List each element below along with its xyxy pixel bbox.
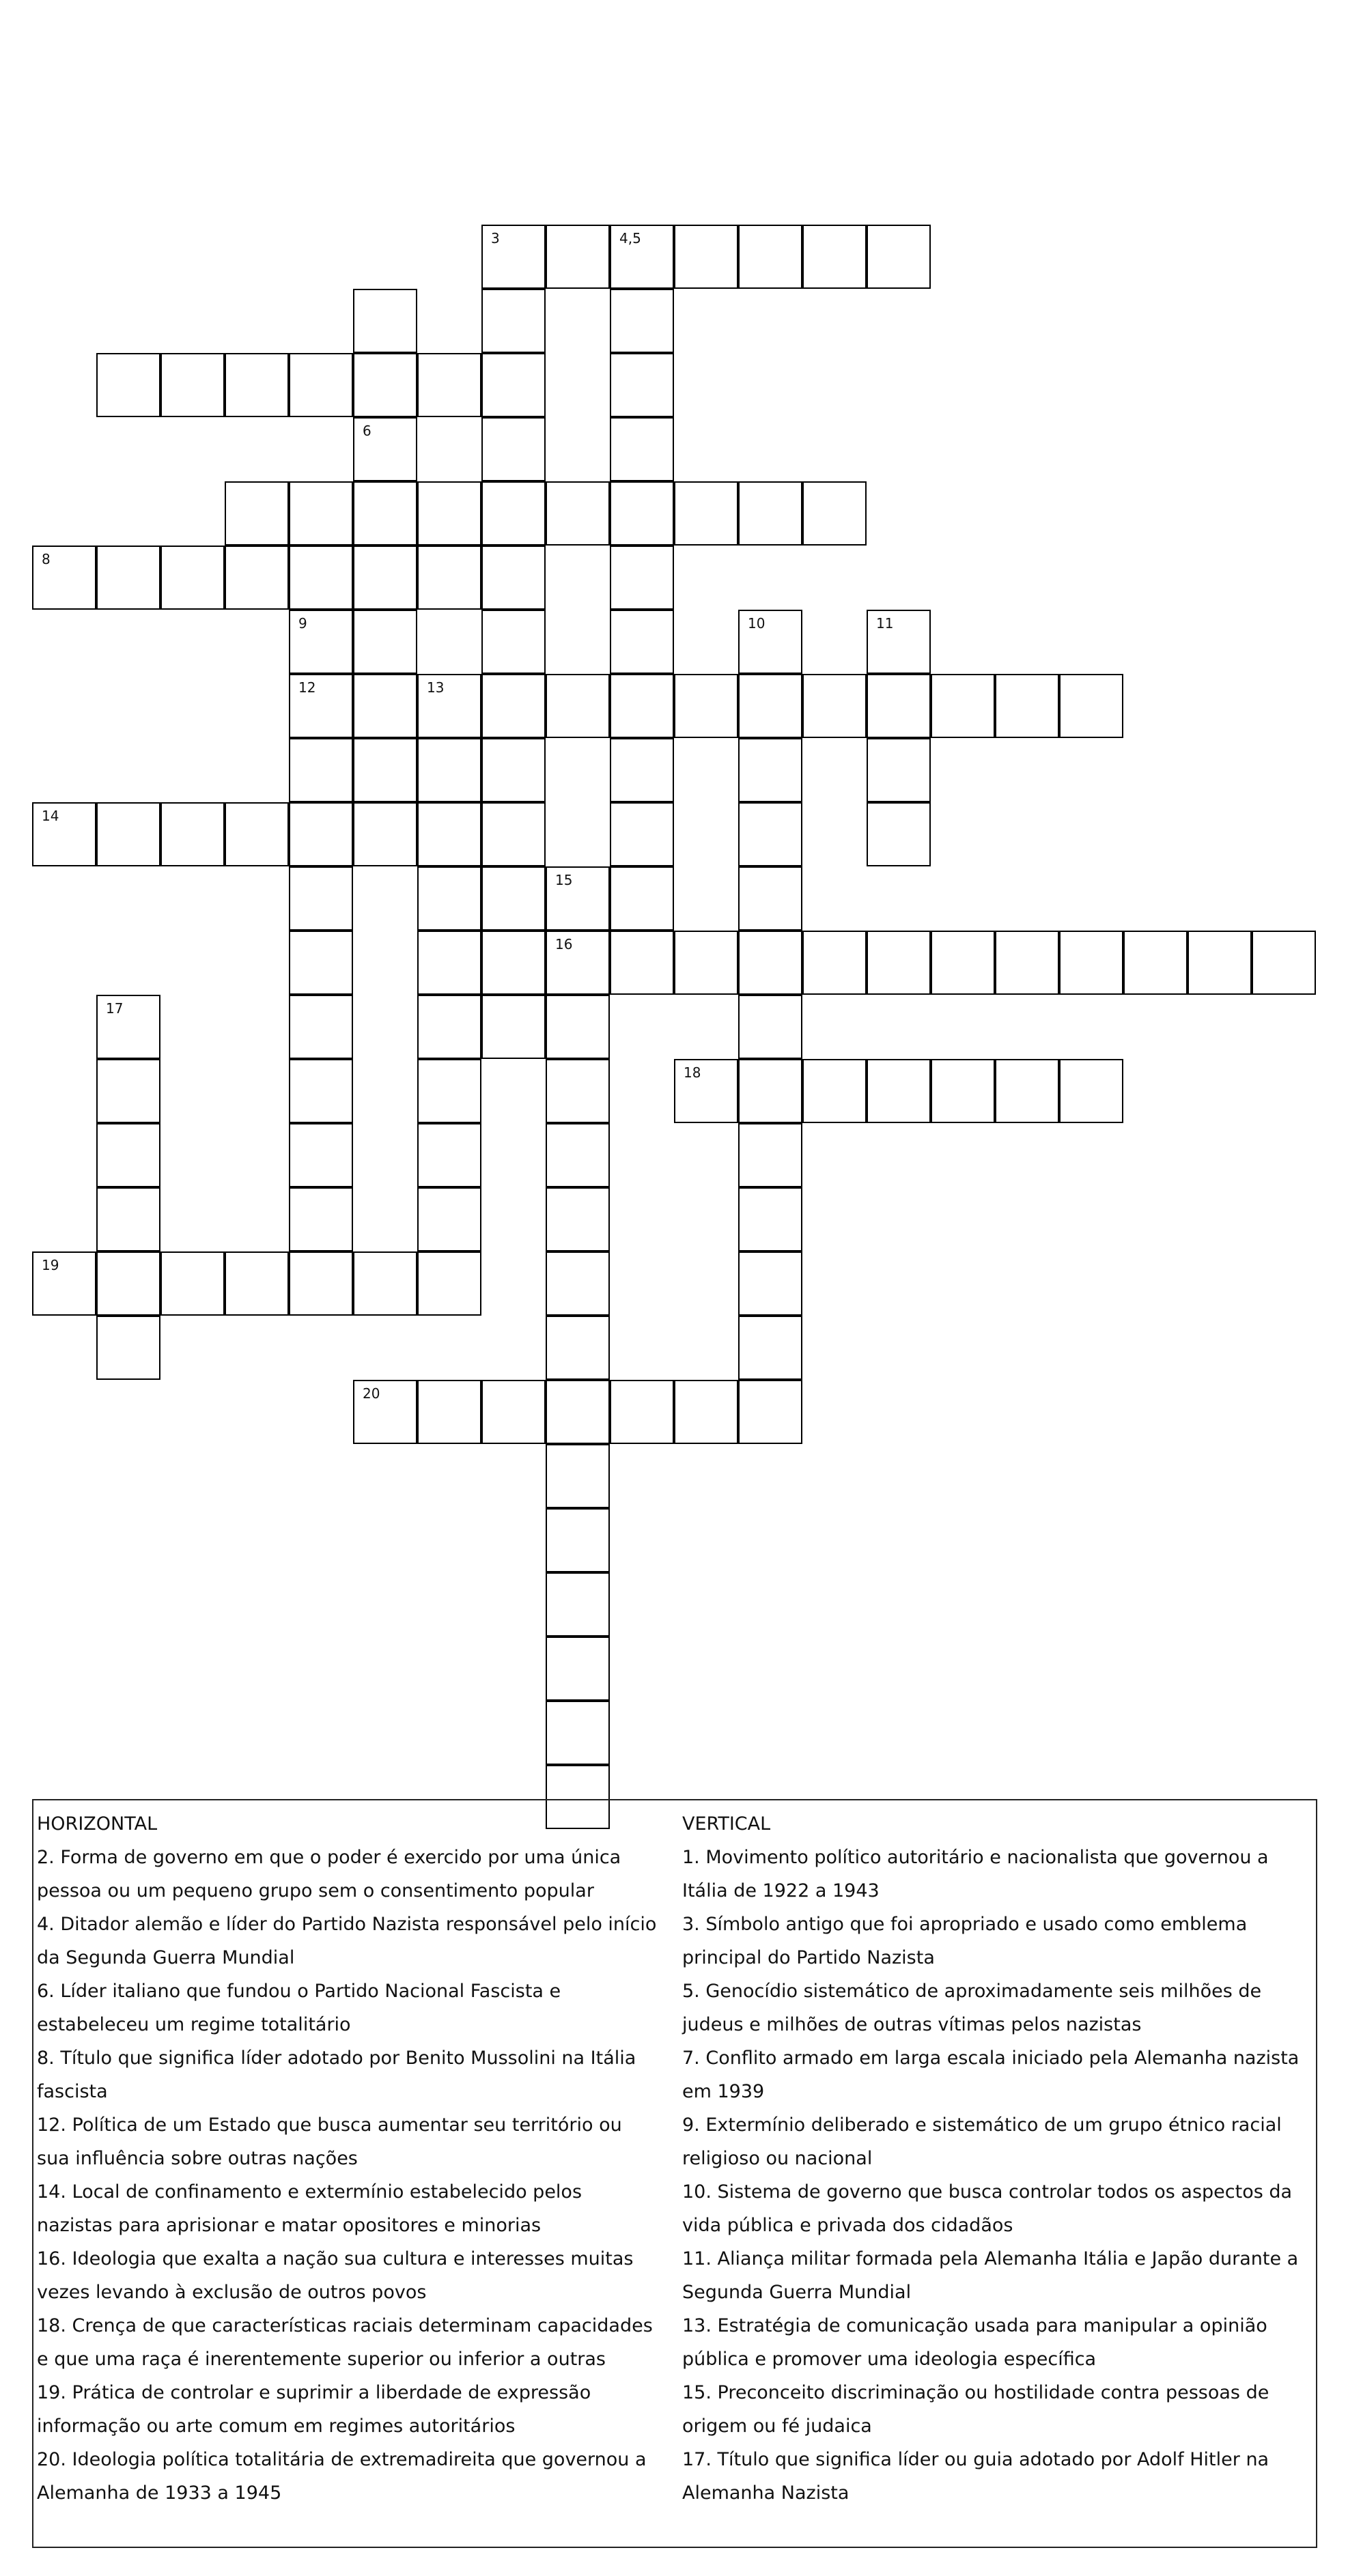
grid-cell[interactable] — [610, 931, 674, 995]
grid-cell[interactable] — [96, 1187, 160, 1251]
grid-cell[interactable] — [96, 995, 160, 1059]
clue-vertical-13: 13. Estratégia de comunicação usada para manipular a opinião pública e promover uma ideologia específica — [682, 2315, 1267, 2370]
grid-cell[interactable] — [610, 417, 674, 481]
grid-cell[interactable] — [96, 802, 160, 866]
grid-cell[interactable] — [738, 1187, 802, 1251]
grid-cell[interactable] — [546, 225, 610, 289]
grid-cell[interactable] — [610, 802, 674, 866]
grid-cell[interactable] — [674, 225, 738, 289]
clue-number: 18 — [684, 1064, 701, 1081]
grid-cell[interactable] — [995, 674, 1059, 738]
grid-cell[interactable] — [289, 738, 353, 802]
clue-number: 17 — [106, 1000, 124, 1017]
vertical-clues-column — [682, 1807, 1314, 2510]
grid-cell[interactable] — [481, 802, 546, 866]
grid-cell[interactable] — [546, 1059, 610, 1123]
horizontal-heading: HORIZONTAL — [37, 1813, 158, 1835]
grid-cell[interactable] — [610, 353, 674, 417]
grid-cell[interactable] — [738, 610, 802, 674]
grid-cell[interactable] — [674, 1059, 738, 1123]
grid-cell[interactable] — [96, 353, 160, 417]
grid-cell[interactable] — [802, 225, 867, 289]
grid-cell[interactable] — [353, 1251, 417, 1316]
grid-cell[interactable] — [1059, 1059, 1123, 1123]
grid-cell[interactable] — [738, 1380, 802, 1444]
clue-vertical-11: 11. Aliança militar formada pela Alemanha Itália e Japão durante a Segunda Guerra Mundial — [682, 2248, 1299, 2303]
clue-vertical-5: 5. Genocídio sistemático de aproximadamente seis milhões de judeus e milhões de outras vítimas pelos nazistas — [682, 1981, 1262, 2035]
grid-cell[interactable] — [481, 995, 546, 1059]
clue-number: 9 — [298, 615, 307, 632]
grid-cell[interactable] — [417, 1251, 481, 1316]
grid-cell[interactable] — [289, 931, 353, 995]
grid-cell[interactable] — [610, 738, 674, 802]
grid-cell[interactable] — [481, 610, 546, 674]
grid-cell[interactable] — [353, 481, 417, 546]
grid-cell[interactable] — [160, 353, 225, 417]
grid-cell[interactable] — [610, 289, 674, 353]
grid-cell[interactable] — [674, 931, 738, 995]
grid-cell[interactable] — [353, 674, 417, 738]
grid-cell[interactable] — [289, 1251, 353, 1316]
grid-cell[interactable] — [481, 417, 546, 481]
grid-cell[interactable] — [417, 995, 481, 1059]
grid-cell[interactable] — [802, 1059, 867, 1123]
grid-cell[interactable] — [353, 610, 417, 674]
grid-cell[interactable] — [546, 674, 610, 738]
grid-cell[interactable] — [417, 546, 481, 610]
grid-cell[interactable] — [96, 546, 160, 610]
grid-cell[interactable] — [738, 481, 802, 546]
grid-cell[interactable] — [289, 995, 353, 1059]
grid-cell[interactable] — [802, 481, 867, 546]
grid-cell[interactable] — [546, 1701, 610, 1765]
grid-cell[interactable] — [32, 802, 96, 866]
grid-cell[interactable] — [546, 1572, 610, 1637]
grid-cell[interactable] — [481, 353, 546, 417]
grid-cell[interactable] — [96, 1123, 160, 1187]
clue-number: 16 — [555, 936, 573, 952]
grid-cell[interactable] — [417, 802, 481, 866]
clue-number: 6 — [363, 423, 371, 439]
grid-cell[interactable] — [417, 1059, 481, 1123]
grid-cell[interactable] — [867, 674, 931, 738]
grid-cell[interactable] — [225, 546, 289, 610]
grid-cell[interactable] — [353, 1380, 417, 1444]
grid-cell[interactable] — [96, 1059, 160, 1123]
clue-horizontal-14: 14. Local de confinamento e extermínio estabelecido pelos nazistas para aprisionar e matar opositores e minorias — [37, 2181, 582, 2236]
grid-cell[interactable] — [867, 931, 931, 995]
grid-cell[interactable] — [289, 481, 353, 546]
grid-cell[interactable] — [289, 353, 353, 417]
grid-cell[interactable] — [481, 1380, 546, 1444]
grid-cell[interactable] — [738, 1123, 802, 1187]
clue-number: 13 — [427, 679, 445, 696]
grid-cell[interactable] — [481, 738, 546, 802]
clue-number: 12 — [298, 679, 316, 696]
clue-horizontal-6: 6. Líder italiano que fundou o Partido Nacional Fascista e estabeleceu um regime totalitário — [37, 1981, 561, 2035]
clue-number: 10 — [748, 615, 766, 632]
grid-cell[interactable] — [417, 481, 481, 546]
grid-cell[interactable] — [995, 1059, 1059, 1123]
grid-cell[interactable] — [867, 610, 931, 674]
grid-cell[interactable] — [738, 1059, 802, 1123]
grid-cell[interactable] — [738, 995, 802, 1059]
grid-cell[interactable] — [610, 481, 674, 546]
clue-vertical-15: 15. Preconceito discriminação ou hostilidade contra pessoas de origem ou fé judaica — [682, 2382, 1269, 2437]
grid-cell[interactable] — [546, 1380, 610, 1444]
grid-cell[interactable] — [289, 1123, 353, 1187]
grid-cell[interactable] — [417, 1123, 481, 1187]
grid-cell[interactable] — [417, 353, 481, 417]
grid-cell[interactable] — [610, 225, 674, 289]
grid-cell[interactable] — [353, 353, 417, 417]
grid-cell[interactable] — [674, 1380, 738, 1444]
clue-number: 8 — [42, 551, 51, 567]
grid-cell[interactable] — [481, 931, 546, 995]
grid-cell[interactable] — [738, 1316, 802, 1380]
grid-cell[interactable] — [610, 866, 674, 931]
grid-cell[interactable] — [738, 738, 802, 802]
grid-cell[interactable] — [867, 802, 931, 866]
horizontal-clues-column — [37, 1807, 658, 2510]
grid-cell[interactable] — [289, 546, 353, 610]
grid-cell[interactable] — [546, 1187, 610, 1251]
clue-vertical-3: 3. Símbolo antigo que foi apropriado e usado como emblema principal do Partido Nazista — [682, 1914, 1248, 1968]
grid-cell[interactable] — [931, 1059, 995, 1123]
grid-cell[interactable] — [802, 674, 867, 738]
grid-cell[interactable] — [417, 866, 481, 931]
clue-vertical-7: 7. Conflito armado em larga escala iniciado pela Alemanha nazista em 1939 — [682, 2048, 1300, 2102]
grid-cell[interactable] — [674, 481, 738, 546]
grid-cell[interactable] — [738, 866, 802, 931]
clue-vertical-9: 9. Extermínio deliberado e sistemático de um grupo étnico racial religioso ou nacional — [682, 2114, 1282, 2169]
grid-cell[interactable] — [546, 1444, 610, 1508]
grid-cell[interactable] — [546, 931, 610, 995]
grid-cell[interactable] — [546, 1316, 610, 1380]
clue-horizontal-18: 18. Crença de que características raciais determinam capacidades e que uma raça é inerentemente superior ou inferior a outras — [37, 2315, 653, 2370]
clue-number: 4,5 — [619, 230, 641, 246]
clue-horizontal-2: 2. Forma de governo em que o poder é exercido por uma única pessoa ou um pequeno grupo sem o consentimento popular — [37, 1847, 621, 1901]
grid-cell[interactable] — [417, 674, 481, 738]
grid-cell[interactable] — [353, 417, 417, 481]
clue-number: 3 — [491, 230, 500, 246]
grid-cell[interactable] — [1252, 931, 1316, 995]
grid-cell[interactable] — [32, 1251, 96, 1316]
grid-cell[interactable] — [481, 866, 546, 931]
clue-number: 19 — [42, 1257, 59, 1273]
grid-cell[interactable] — [96, 1251, 160, 1316]
clue-horizontal-20: 20. Ideologia política totalitária de extremadireita que governou a Alemanha de 1933 a 1945 — [37, 2449, 647, 2504]
grid-cell[interactable] — [481, 289, 546, 353]
grid-cell[interactable] — [610, 674, 674, 738]
grid-cell[interactable] — [867, 1059, 931, 1123]
grid-cell[interactable] — [1188, 931, 1252, 995]
grid-cell[interactable] — [481, 481, 546, 546]
grid-cell[interactable] — [610, 546, 674, 610]
grid-cell[interactable] — [225, 481, 289, 546]
clue-number: 15 — [555, 872, 573, 888]
grid-cell[interactable] — [289, 866, 353, 931]
clue-number: 20 — [363, 1385, 380, 1402]
clue-horizontal-16: 16. Ideologia que exalta a nação sua cultura e interesses muitas vezes levando à exclusão de outros povos — [37, 2248, 634, 2303]
grid-cell[interactable] — [417, 931, 481, 995]
grid-cell[interactable] — [1059, 674, 1123, 738]
grid-cell[interactable] — [353, 802, 417, 866]
grid-cell[interactable] — [995, 931, 1059, 995]
grid-cell[interactable] — [160, 1251, 225, 1316]
vertical-heading: VERTICAL — [682, 1813, 771, 1835]
grid-cell[interactable] — [160, 546, 225, 610]
clue-number: 14 — [42, 808, 59, 824]
grid-cell[interactable] — [1123, 931, 1188, 995]
grid-cell[interactable] — [353, 738, 417, 802]
grid-cell[interactable] — [610, 1380, 674, 1444]
grid-cell[interactable] — [867, 225, 931, 289]
grid-cell[interactable] — [289, 610, 353, 674]
grid-cell[interactable] — [481, 225, 546, 289]
grid-cell[interactable] — [160, 802, 225, 866]
grid-cell[interactable] — [289, 1059, 353, 1123]
grid-cell[interactable] — [546, 1508, 610, 1572]
grid-cell[interactable] — [867, 738, 931, 802]
grid-cell[interactable] — [1059, 931, 1123, 995]
grid-cell[interactable] — [481, 674, 546, 738]
clue-horizontal-4: 4. Ditador alemão e líder do Partido Nazista responsável pelo início da Segunda Guerra Mundial — [37, 1914, 657, 1968]
clue-horizontal-8: 8. Título que significa líder adotado por Benito Mussolini na Itália fascista — [37, 2048, 636, 2102]
grid-cell[interactable] — [546, 1251, 610, 1316]
grid-cell[interactable] — [289, 674, 353, 738]
clue-number: 11 — [876, 615, 894, 632]
grid-cell[interactable] — [738, 225, 802, 289]
grid-cell[interactable] — [417, 738, 481, 802]
grid-cell[interactable] — [353, 546, 417, 610]
grid-cell[interactable] — [417, 1380, 481, 1444]
grid-cell[interactable] — [738, 1251, 802, 1316]
grid-cell[interactable] — [546, 481, 610, 546]
grid-cell[interactable] — [674, 674, 738, 738]
grid-cell[interactable] — [738, 802, 802, 866]
grid-cell[interactable] — [610, 610, 674, 674]
clues-box — [32, 1799, 1317, 2548]
grid-cell[interactable] — [802, 931, 867, 995]
grid-cell[interactable] — [417, 1187, 481, 1251]
clue-vertical-17: 17. Título que significa líder ou guia adotado por Adolf Hitler na Alemanha Nazista — [682, 2449, 1269, 2504]
grid-cell[interactable] — [225, 353, 289, 417]
grid-cell[interactable] — [738, 931, 802, 995]
grid-cell[interactable] — [546, 1637, 610, 1701]
grid-cell[interactable] — [931, 931, 995, 995]
grid-cell[interactable] — [289, 802, 353, 866]
clue-vertical-10: 10. Sistema de governo que busca controlar todos os aspectos da vida pública e privada dos cidadãos — [682, 2181, 1293, 2236]
grid-cell[interactable] — [738, 674, 802, 738]
grid-cell[interactable] — [225, 802, 289, 866]
clue-horizontal-19: 19. Prática de controlar e suprimir a liberdade de expressão informação ou arte comum em regimes autoritários — [37, 2382, 591, 2437]
grid-cell[interactable] — [931, 674, 995, 738]
grid-cell[interactable] — [289, 1187, 353, 1251]
grid-cell[interactable] — [481, 546, 546, 610]
grid-cell[interactable] — [32, 546, 96, 610]
grid-cell[interactable] — [546, 1123, 610, 1187]
grid-cell[interactable] — [96, 1316, 160, 1380]
clue-vertical-1: 1. Movimento político autoritário e nacionalista que governou a Itália de 1922 a 1943 — [682, 1847, 1269, 1901]
grid-cell[interactable] — [546, 995, 610, 1059]
grid-cell[interactable] — [353, 289, 417, 353]
grid-cell[interactable] — [225, 1251, 289, 1316]
clue-horizontal-12: 12. Política de um Estado que busca aumentar seu território ou sua influência sobre outras nações — [37, 2114, 622, 2169]
grid-cell[interactable] — [546, 866, 610, 931]
